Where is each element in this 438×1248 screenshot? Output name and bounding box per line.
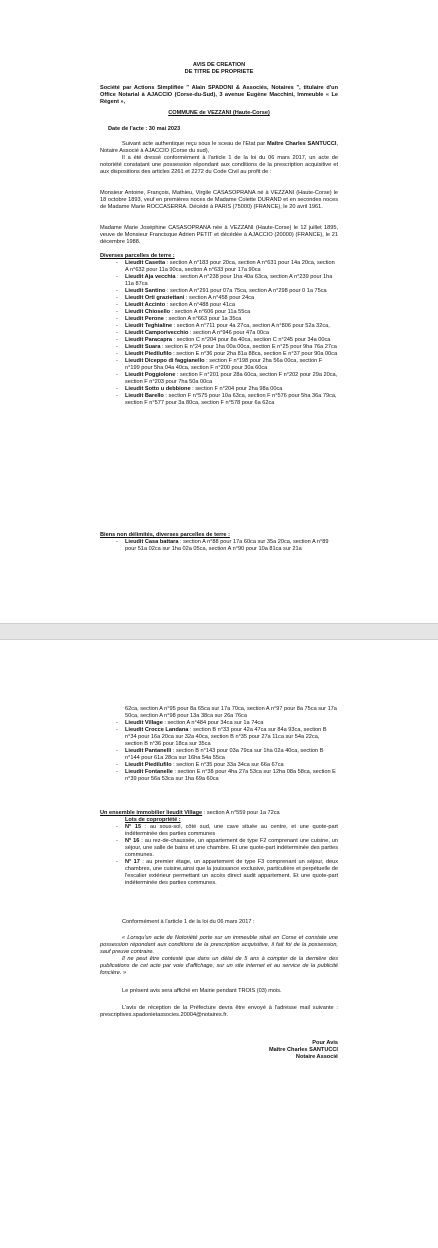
lieudit-name: Lieudit Suara xyxy=(125,344,161,350)
biens-list-continued xyxy=(100,720,338,783)
quote-para-2: Il ne peut être contesté que dans un délai de 5 ans à compter de la dernière des publications de cet acte par voie d'affichage, sur un site internet et au service de la publicité foncière. » xyxy=(100,956,338,976)
title-line-1: AVIS DE CREATION xyxy=(192,62,246,68)
item-text: : au rez-de-chaussée, un appartement de type F2 comprenant une cuisine, un séjour, une salle de bains et une chambre. Et une quote-part indéterminée des parties communes. xyxy=(125,838,338,858)
reception-para xyxy=(100,1005,338,1019)
lieudit-name: Lieudit Sotto u debbione xyxy=(125,386,191,392)
item-text: : section A n°183 pour 20ca, section A n°631 pour 14a 20ca, section A n°632 pour 11a 90ca, section A n°633 pour 17a 90ca xyxy=(125,260,335,273)
lieudit-name: Lieudit Diceppo di faggianello xyxy=(125,358,205,364)
owner-2: Madame Marie Joséphine CASASOPRANA née à VEZZANI (Haute-Corse) le 12 juillet 1895, veuve de Monsieur Francisque Adrien PETIT et décédée à AJACCIO (20000) (FRANCE), le 21 décembre 1988. xyxy=(100,225,338,245)
signature-pour-avis: Pour Avis xyxy=(312,1040,338,1046)
lieudit-name: Lieudit Fontanelle xyxy=(125,769,173,775)
list-item xyxy=(100,316,338,323)
item-text: : section E n°36 pour 2ha 81a 88ca, section E n°37 pour 90a 00ca xyxy=(171,351,338,357)
list-item xyxy=(100,323,338,330)
item-text: : section A n°606 pour 11a 55ca xyxy=(170,309,251,315)
list-item xyxy=(100,274,338,288)
owner-1: Monsieur Antoine, François, Mathieu, Virgile CASASOPRANA né à VEZZANI (Haute-Corse) le 18 octobre 1893, veuf en premières noces de Madame Colette DURAND et en secondes noces de Madame Marie ROCCASERRA. Décédé à PARIS (75000) (FRANCE), le 20 avril 1961. xyxy=(100,190,338,210)
lieudit-name: Lieudit Paracapra xyxy=(125,337,172,343)
list-item xyxy=(100,720,338,727)
lieudit-name: Lieudit Poggiolone xyxy=(125,372,176,378)
list-item xyxy=(100,859,338,887)
list-item xyxy=(100,358,338,372)
lieudit-name: Lieudit Barello xyxy=(125,393,164,399)
item-text: : section A n°663 pour 1a 35ca xyxy=(163,316,242,322)
item-text: : section A n°488 pour 41ca xyxy=(165,302,235,308)
para-acte-text-c: , Notaire Associé à AJACCIO (Corse du sud), xyxy=(100,141,338,154)
item-text: : au sous-sol, côté sud, une cave située au centre, et une quote-part indéterminée des parties communes xyxy=(125,824,338,837)
list-item xyxy=(100,344,338,351)
list-item xyxy=(100,288,338,295)
item-text: : section E n°35 pour 33a 34ca sur 66a 67ca xyxy=(171,762,284,768)
item-text: : section E n°38 pour 4ha 27a 53ca sur 12ha 08a 58ca, section E n°39 pour 56a 53ca sur 1ha 69a 60ca xyxy=(125,769,336,782)
lieudit-name: Lieudit Piedilufilo xyxy=(125,351,172,357)
conform-line: Conformément à l'article 1 de la loi du 06 mars 2017 : xyxy=(122,919,255,925)
signature-title: Notaire Associé xyxy=(295,1054,338,1060)
item-text: : section F n°204 pour 2ha 98a 00ca xyxy=(190,386,283,392)
list-item xyxy=(100,748,338,762)
item-text: : section F n°198 pour 2ha 56a 00ca, section F n°199 pour 5ha 04a 40ca, section F n°200 pour 30a 60ca xyxy=(125,358,323,371)
list-item xyxy=(100,372,338,386)
page-separator xyxy=(0,623,438,640)
immeuble-line xyxy=(100,810,338,817)
lot-number: N° 17 xyxy=(125,859,140,865)
list-item xyxy=(100,762,338,769)
notary-intro: Société par Actions Simplifiée " Alain SPADONI & Associés, Notaires ", titulaire d'un Office Notarial à AJACCIO (Corse-du-Sud), 3 avenue Eugène Macchini, Immeuble « Le Régent », xyxy=(100,85,338,105)
reception-text: L'avis de réception de la Préfecture devra être envoyé à l'adresse mail suivante : prescriptives.spadonietassocies.20004@notaires.fr. xyxy=(100,1005,338,1018)
lieudit-name: Lieudit Pantanelli xyxy=(125,748,172,754)
list-item xyxy=(100,309,338,316)
item-text: : section A n°711 pour 4a 27ca, section A n°806 pour 52a 32ca, xyxy=(172,323,330,329)
date-acte: Date de l'acte : 30 mai 2023 xyxy=(108,126,181,132)
item-text: : section F n°201 pour 28a 60ca, section F n°202 pour 29a 20ca, section F n°203 pour 7ha 50a 00ca xyxy=(125,372,338,385)
document-page-1 xyxy=(0,0,438,623)
commune-heading: COMMUNE de VEZZANI (Haute-Corse) xyxy=(168,110,270,116)
list-item xyxy=(100,302,338,309)
lieudit-name: Lieudit Perone xyxy=(125,316,164,322)
item-text: : section B n°33 pour 42a 47ca sur 84a 93ca, section B n°34 pour 16a 20ca sur 32a 40ca, section B n°35 pour 27a 11ca sur 54a 22ca, section B n°36 pour 18ca sur 35ca xyxy=(125,727,327,747)
list-item xyxy=(100,838,338,859)
list-item xyxy=(100,386,338,393)
list-item xyxy=(100,769,338,783)
list-item xyxy=(100,337,338,344)
notary-name: Maître Charles SANTUCCI xyxy=(266,141,337,147)
lieudit-name: Lieudit Piedilufilo xyxy=(125,762,172,768)
item-text: : section B n°143 pour 03a 79ca sur 1ha 02a 40ca, section B n°144 pour 61a 28ca sur 16ha 54a 55ca xyxy=(125,748,324,761)
list-item xyxy=(100,393,338,407)
item-text: : section A n°238 pour 1ha 40a 63ca, section A n°239 pour 1ha 11a 87ca xyxy=(125,274,333,287)
item-text: : section C n°204 pour 8a 40ca, section C n°245 pour 34a 00ca xyxy=(171,337,331,343)
section-parcelles-title: Diverses parcelles de terre : xyxy=(100,253,175,259)
item-text: : section A n°484 pour 34ca sur 1a 74ca xyxy=(162,720,264,726)
lieudit-text: : section A n°88 pour 17a 60ca sur 35a 20ca, section A n°89 pour 51a 02ca sur 1ha 02a 05ca, section A n°90 pour 10a 81ca sur 21a xyxy=(125,539,329,552)
list-item xyxy=(100,330,338,337)
copro-title: Lots de copropriété : xyxy=(125,817,181,823)
document-title xyxy=(100,62,338,76)
immeuble-text: : section A n°559 pour 1a 72ca xyxy=(202,810,280,816)
para-notoriete: Il a été dressé conformément à l'article 1 de la loi du 06 mars 2017, un acte de notoriété constatant une possession répondant aux conditions de la prescription acquisitive et aux dispositions des articles 2261 et 2272 du Code Civil au profit de : xyxy=(100,155,338,175)
lieudit-name: Lieudit Casetta xyxy=(125,260,166,266)
list-item xyxy=(100,295,338,302)
para-acte-text-a: Suivant acte authentique reçu sous le sceau de l'Etat par xyxy=(122,141,267,147)
item-text: : section E n°24 pour 1ha 00a 00ca, section E n°25 pour 9ha 76a 27ca xyxy=(160,344,337,350)
lieudit-name: Lieudit Accinto xyxy=(125,302,166,308)
item-text: : section F n°575 pour 10a 63ca, section F n°576 pour 5ha 36a 79ca, section F n°577 pour 3a 80ca, section F n°578 pour 6a 62ca xyxy=(125,393,337,406)
lieudit-name: Lieudit Chiosello xyxy=(125,309,171,315)
casa-continued: 62ca, section A n°95 pour 8a 65ca sur 17a 70ca, section A n°97 pour 8a 75ca sur 17a 50ca, section A n°98 pour 13a 38ca sur 26a 76ca xyxy=(125,706,337,719)
signature-block xyxy=(100,1040,338,1061)
biens-list xyxy=(100,539,338,553)
list-item xyxy=(100,727,338,748)
lot-number: N° 16 xyxy=(125,838,140,844)
list-item xyxy=(100,539,338,553)
lieudit-name: Lieudit Casa battara xyxy=(125,539,179,545)
lot-number: N° 15 xyxy=(125,824,142,830)
parcelles-list xyxy=(100,260,338,407)
lieudit-name: Lieudit Teghialine xyxy=(125,323,173,329)
affichage-line: Le présent avis sera affiché en Mairie pendant TROIS (03) mois. xyxy=(122,988,282,994)
item-text: : section A n°946 pour 47a 00ca xyxy=(188,330,270,336)
document-page-2 xyxy=(0,640,438,1248)
item-text: : au premier étage, un appartement de type F3 comprenant un séjour, deux chambres, une cuisine,ainsi que la jouissance exclusive, particulière et perpétuelle de l'escalier extérieur permettant un accès direct audit appartement. Et une quote-part indéterminée des parties communes. xyxy=(125,859,338,886)
list-item xyxy=(100,351,338,358)
lieudit-name: Lieudit Aja vecchia xyxy=(125,274,176,280)
list-item xyxy=(100,824,338,838)
lieudit-name: Lieudit Crocce Landana xyxy=(125,727,189,733)
lieudit-name: Lieudit Camporivecchio xyxy=(125,330,189,336)
section-biens-title: Biens non délimités, diverses parcelles de terre : xyxy=(100,532,230,538)
lots-list xyxy=(100,824,338,887)
item-text: : section A n°458 pour 24ca xyxy=(184,295,255,301)
signature-name: Maître Charles SANTUCCI xyxy=(268,1047,338,1053)
item-text: : section A n°291 pour 07a 75ca, section A n°298 pour 0 1a 75ca xyxy=(165,288,327,294)
immeuble-title: Un ensemble immobilier lieudit Village xyxy=(100,810,203,816)
quote-para-1: « Lorsqu'un acte de Notoriété porte sur un immeuble situé en Corse et constate une possession répondant aux conditions de la prescription acquisitive, il fait foi de la possession, sauf preuve contraire. xyxy=(100,935,338,955)
list-item xyxy=(100,260,338,274)
lieudit-name: Lieudit Santino xyxy=(125,288,166,294)
lieudit-name: Lieudit Orti graziettani xyxy=(125,295,185,301)
para-acte xyxy=(100,141,338,176)
lieudit-name: Lieudit Village xyxy=(125,720,163,726)
title-line-2: DE TITRE DE PROPRIETE xyxy=(184,69,254,75)
legal-quote xyxy=(100,935,338,977)
